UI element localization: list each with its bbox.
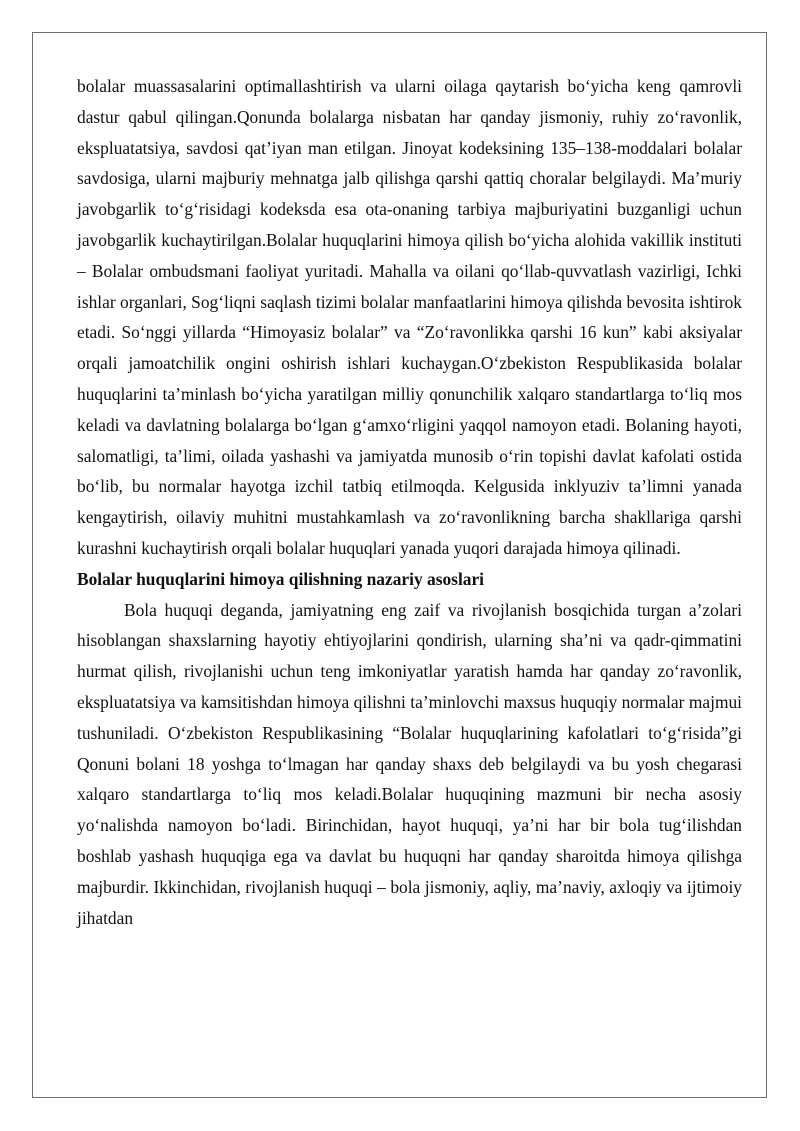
body-paragraph: Bola huquqi deganda, jamiyatning eng zaif va rivojlanish bosqichida turgan a’zolari hisoblangan shaxslarning hayotiy ehtiyojlarini qondirish, ularning sha’ni va qadr-qimmatini hurmat qilish, rivojlanishi uchun teng imkoniyatlar yaratish hamda har qanday zo‘ravonlik, ekspluatatsiya va kamsitishdan himoya qilishni ta’minlovchi maxsus huquqiy normalar majmui tushuniladi. O‘zbekiston Respublikasining “Bolalar huquqlarining kafolatlari to‘g‘risida”gi Qonuni bolani 18 yoshga to‘lmagan har qanday shaxs deb belgilaydi va bu yosh chegarasi xalqaro standartlarga to‘liq mos keladi.Bolalar huquqining mazmuni bir necha asosiy yo‘nalishda namoyon bo‘ladi. Birinchidan, hayot huquqi, ya’ni har bir bola tug‘ilishdan boshlab yashash huquqiga ega va davlat bu huquqni har qanday sharoitda himoya qilishga majburdir. Ikkinchidan, rivojlanish huquqi – bola jismoniy, aqliy, ma’naviy, axloqiy va ijtimoiy jihatdan: [77, 599, 742, 928]
body-paragraph: bolalar muassasalarini optimallashtirish va ularni oilaga qaytarish bo‘yicha keng qamrovli dastur qabul qilingan.Qonunda bolalarga nisbatan har qanday jismoniy, ruhiy zo‘ravonlik, ekspluatatsiya, savdosi qat’iyan man etilgan. Jinoyat kodeksining 135–138-moddalari bolalar savdosiga, ularni majburiy mehnatga jalb qilishga qarshi qattiq choralar belgilaydi. Ma’muriy javobgarlik to‘g‘risidagi kodeksda esa ota-onaning tarbiya majburiyatini buzganligi uchun javobgarlik kuchaytirilgan.Bolalar huquqlarini himoya qilish bo‘yicha alohida vakillik instituti – Bolalar ombudsmani faoliyat yuritadi. Mahalla va oilani qo‘llab-quvvatlash vazirligi, Ichki ishlar organlari, Sog‘liqni saqlash tizimi bolalar manfaatlarini himoya qilishda bevosita ishtirok etadi. So‘nggi yillarda “Himoyasiz bolalar” va “Zo‘ravonlikka qarshi 16 kun” kabi aksiyalar orqali jamoatchilik ongini oshirish ishlari kuchaygan.O‘zbekiston Respublikasida bolalar huquqlarini ta’minlash bo‘yicha yaratilgan milliy qonunchilik xalqaro standartlarga to‘liq mos keladi va davlatning bolalarga bo‘lgan g‘amxo‘rligini yaqqol namoyon etadi. Bolaning hayoti, salomatligi, ta’limi, oilada yashashi va jamiyatda munosib o‘rin topishi davlat kafolati ostida bo‘lib, bu normalar hayotga izchil tatbiq etilmoqda. Kelgusida inklyuziv ta’limni yanada kengaytirish, oilaviy muhitni mustahkamlash va zo‘ravonlikning barcha shakllariga qarshi kurashni kuchaytirish orqali bolalar huquqlari yanada yuqori darajada himoya qilinadi.: [77, 76, 742, 558]
document-body: [77, 71, 742, 933]
section-heading: Bolalar huquqlarini himoya qilishning nazariy asoslari: [77, 568, 485, 589]
